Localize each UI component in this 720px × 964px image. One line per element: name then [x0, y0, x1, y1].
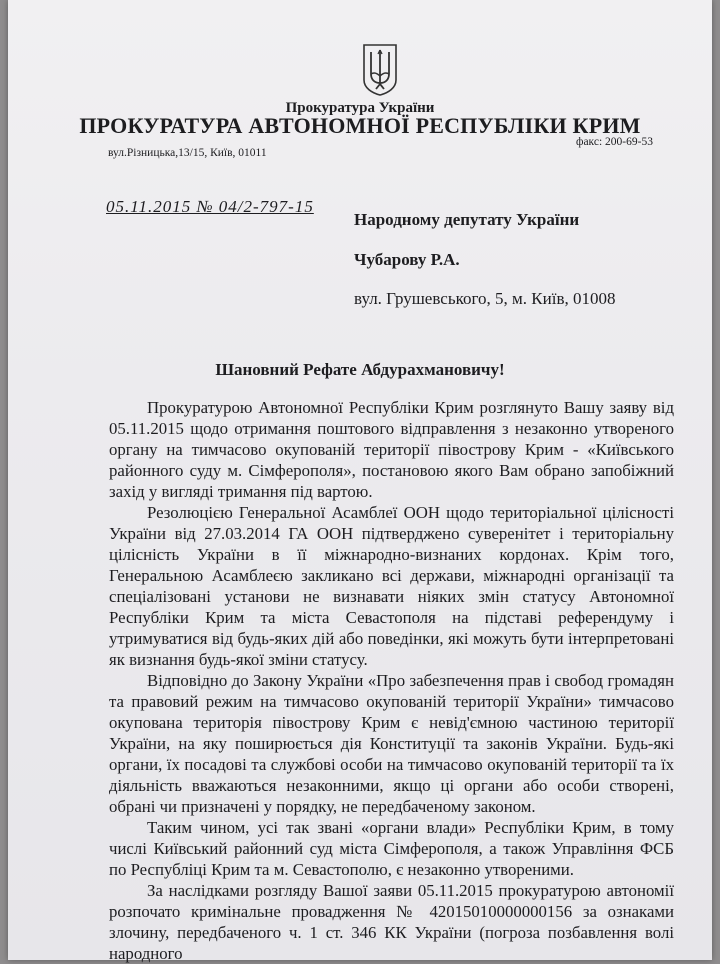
trident-emblem-icon: [361, 42, 399, 96]
org-title: ПРОКУРАТУРА АВТОНОМНОЇ РЕСПУБЛІКИ КРИМ: [79, 113, 641, 138]
salutation: Шановний Рефате Абдурахмановичу!: [215, 360, 505, 379]
body-paragraph-1: Прокуратурою Автономної Республіки Крим розглянуто Вашу заяву від 05.11.2015 щодо отримання поштового відправлення з незаконно утвореного органу на тимчасово окупованій території півострову Крим - «Київського районного суду м. Сімферополя», постановою якого Вам обрано запобіжний захід у вигляді тримання під вартою.: [109, 398, 674, 501]
letter-date-number: 05.11.2015 № 04/2-797-15: [106, 197, 314, 216]
recipient-title: Народному депутату України: [354, 210, 580, 229]
recipient-address: вул. Грушевського, 5, м. Київ, 01008: [354, 289, 616, 308]
body-paragraph-3: Відповідно до Закону України «Про забезпечення прав і свобод громадян та правовий режим на тимчасово окупованій території України» тимчасово окупована територія півострову Крим є невід'ємною частиною території України, на яку поширюється дія Конституції та законів України. Будь-які органи, їх посадові та службові особи на тимчасово окупованій території та їх діяльність вважаються незаконними, якщо ці органи або особи створені, обрані чи призначені у порядку, не передбаченому законом.: [109, 671, 674, 816]
org-fax: факс: 200-69-53: [576, 136, 653, 148]
body-paragraph-5: За наслідками розгляду Вашої заяви 05.11.2015 прокуратурою автономії розпочато кримінальне провадження № 42015010000000156 за ознаками злочину, передбаченого ч. 1 ст. 346 КК України (погроза позбавлення волі народного: [109, 881, 674, 963]
recipient-name: Чубарову Р.А.: [354, 250, 460, 269]
body-paragraph-2: Резолюцією Генеральної Асамблеї ООН щодо територіальної цілісності України від 27.03.2014 ГА ООН підтверджено суверенітет і територіальну цілісність України в її міжнародно-визнаних кордонах. Крім того, Генеральною Асамблеєю закликано всі держави, міжнародні організації та спеціалізовані установи не визнавати ніяких змін статусу Автономної Республіки Крим та міста Севастополя на підставі референдуму і утримуватися від будь-яких дій або поведінки, які можуть бути інтерпретовані як визнання будь-якої зміни статусу.: [109, 503, 674, 669]
letter-body: [109, 397, 674, 964]
org-subtitle: Прокуратура України: [285, 100, 435, 116]
body-paragraph-4: Таким чином, усі так звані «органи влади» Республіки Крим, в тому числі Київський районний суд міста Сімферополя, а також Управління ФСБ по Республіці Крим та м. Севастополю, є незаконно утвореними.: [109, 818, 674, 879]
letter-page: [8, 0, 712, 963]
org-address: вул.Різницька,13/15, Київ, 01011: [108, 147, 267, 159]
